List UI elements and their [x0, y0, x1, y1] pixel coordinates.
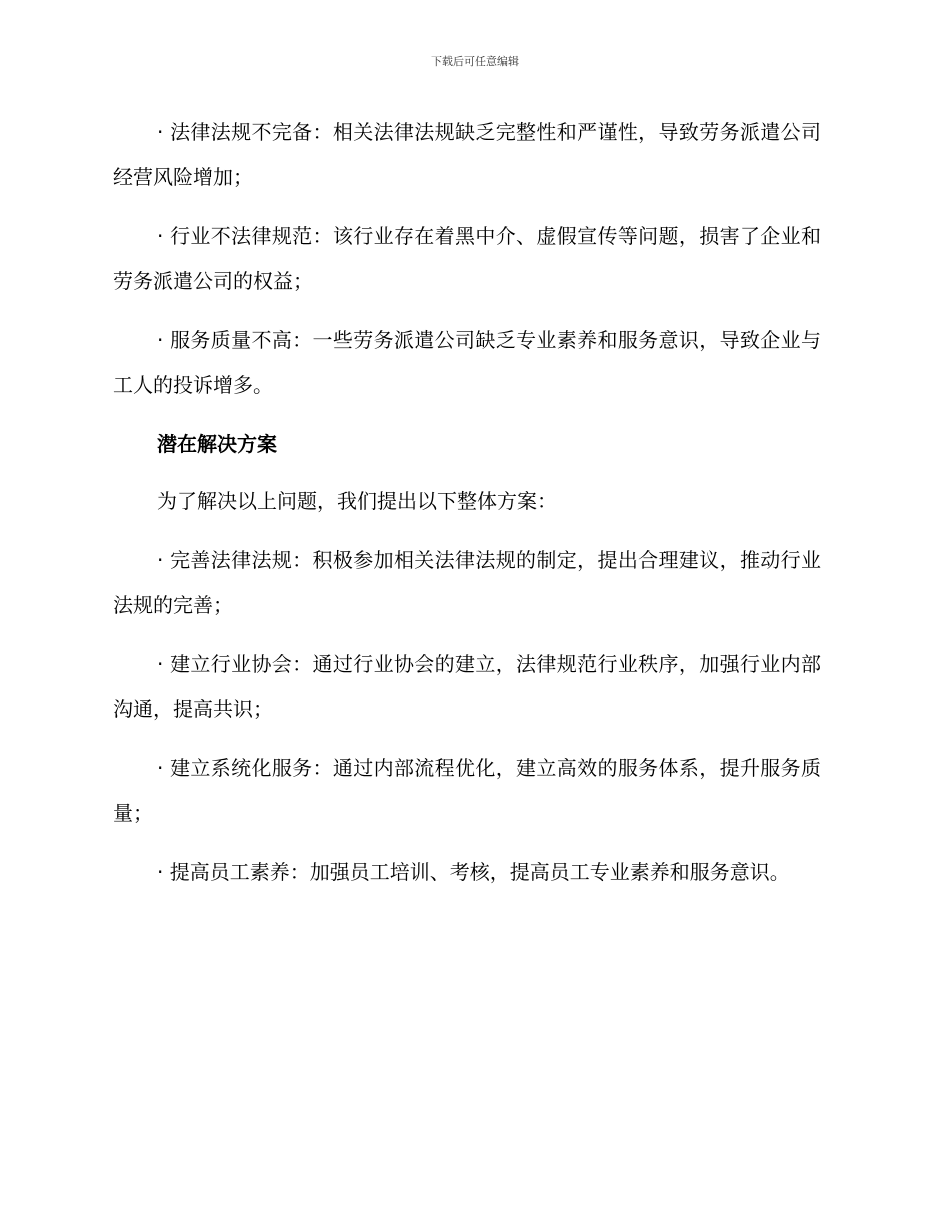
solution-item-legal: · 完善法律法规：积极参加相关法律法规的制定，提出合理建议，推动行业法规的完善； [113, 548, 821, 617]
problem-item-legal: · 法律法规不完备：相关法律法规缺乏完整性和严谨性，导致劳务派遣公司经营风险增加； [113, 120, 821, 189]
problem-item-service: · 服务质量不高：一些劳务派遣公司缺乏专业素养和服务意识，导致企业与工人的投诉增多。 [113, 328, 821, 397]
problem-item-industry: · 行业不法律规范：该行业存在着黑中介、虚假宣传等问题，损害了企业和劳务派遣公司的权益； [113, 224, 821, 293]
section-heading: 潜在解决方案 [157, 432, 277, 456]
solution-item-service: · 建立系统化服务：通过内部流程优化，建立高效的服务体系，提升服务质量； [113, 756, 821, 825]
section-intro: 为了解决以上问题，我们提出以下整体方案： [157, 489, 557, 513]
page-header: 下载后可任意编辑 [431, 55, 519, 68]
solution-item-association: · 建立行业协会：通过行业协会的建立，法律规范行业秩序，加强行业内部沟通，提高共识； [113, 652, 821, 721]
document-body [113, 110, 821, 909]
solution-item-staff: · 提高员工素养：加强员工培训、考核，提高员工专业素养和服务意识。 [157, 860, 790, 884]
